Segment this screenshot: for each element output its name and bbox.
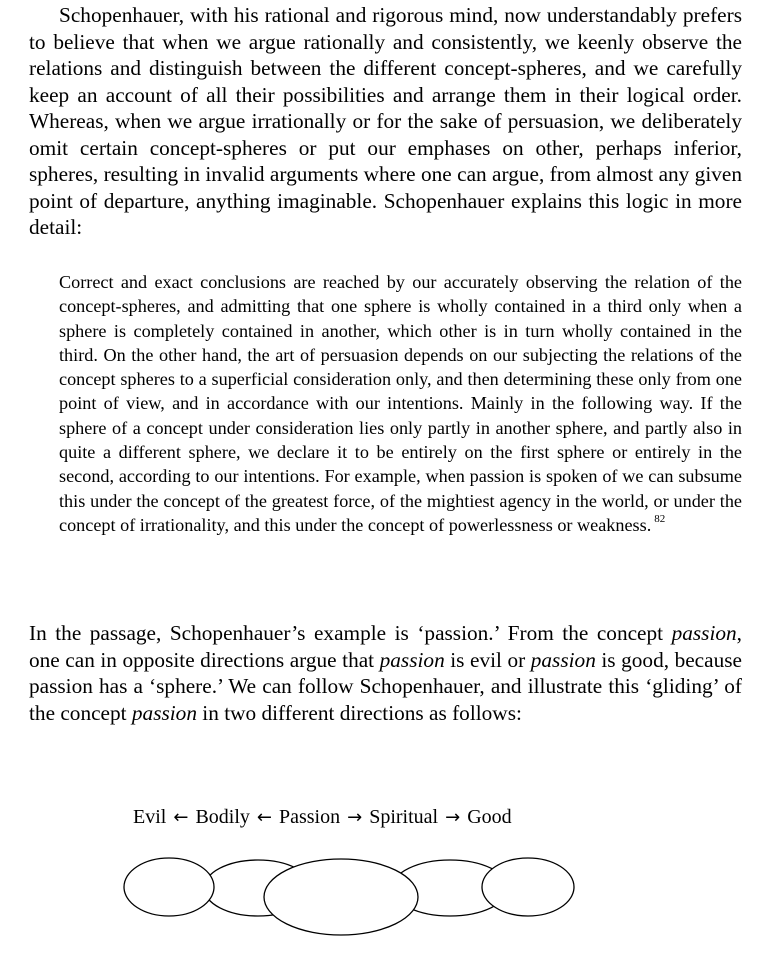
label-evil: Evil [133,806,167,828]
concept-spheres-diagram [110,850,590,945]
label-bodily: Bodily [195,806,250,828]
body-paragraph-2 [29,620,742,726]
emphasis-term: passion [530,647,596,672]
sphere-evil [124,858,214,916]
footnote-reference: 82 [654,512,666,525]
emphasis-term: passion [131,700,197,725]
sphere-good [482,858,574,916]
arrow-right-icon: → [445,807,461,828]
concept-chain-caption [133,804,512,831]
label-passion: Passion [278,806,341,828]
sphere-passion [264,859,418,935]
emphasis-term: passion [379,647,445,672]
text-segment: in two different directions as follows: [196,700,522,725]
arrow-right-icon: → [347,807,363,828]
arrow-left-icon: ← [256,807,272,828]
label-good: Good [467,806,512,828]
emphasis-term: passion [671,621,737,645]
block-quote-text: Correct and exact conclusions are reached by our accurately observing the relation of the concept-spheres, and admitting that one sphere is wholly contained in a third only when a sphere is completely contained in another, which other is in turn wholly contained in the third. On the other hand, the art of persuasion depends on our subjecting the relations of the concept spheres to a superficial consideration only, and then determining these only from one point of view, and in accordance with our intentions. Mainly in the following way. If the sphere of a concept under consideration lies only partly in another sphere, and partly also in quite a different sphere, we declare it to be entirely on the first sphere or entirely in the second, according to our intentions. For example, when passion is spoken of we can subsume this under the concept of the greatest force, of the mightiest agency in the world, or under the concept of irrationality, and this under the concept of powerlessness or weakness. [59,272,742,535]
text-segment: is evil or [444,647,531,672]
text-segment: , one can in opposite directions argue that [29,621,742,672]
arrow-left-icon: ← [173,807,189,828]
label-spiritual: Spiritual [369,806,439,828]
text-segment: is good, because passion has a ‘sphere.’ We can follow Schopenhauer, and illustrate this ‘gliding’ of the concept [29,647,742,725]
text-segment: In the passage, Schopenhauer’s example is ‘passion.’ From the concept [29,621,672,645]
block-quote [59,270,742,537]
body-paragraph: Schopenhauer, with his rational and rigorous mind, now understandably prefers to believe that when we argue rationally and consistently, we keenly observe the relations and distinguish between the different concept-spheres, and we carefully keep an account of all their possibilities and arrange them in their logical order. Whereas, when we argue irrationally or for the sake of persuasion, we deliberately omit certain concept-spheres or put our emphases on other, perhaps inferior, spheres, resulting in invalid arguments where one can argue, from almost any given point of departure, anything imaginable. Schopenhauer explains this logic in more detail: [29,3,742,239]
